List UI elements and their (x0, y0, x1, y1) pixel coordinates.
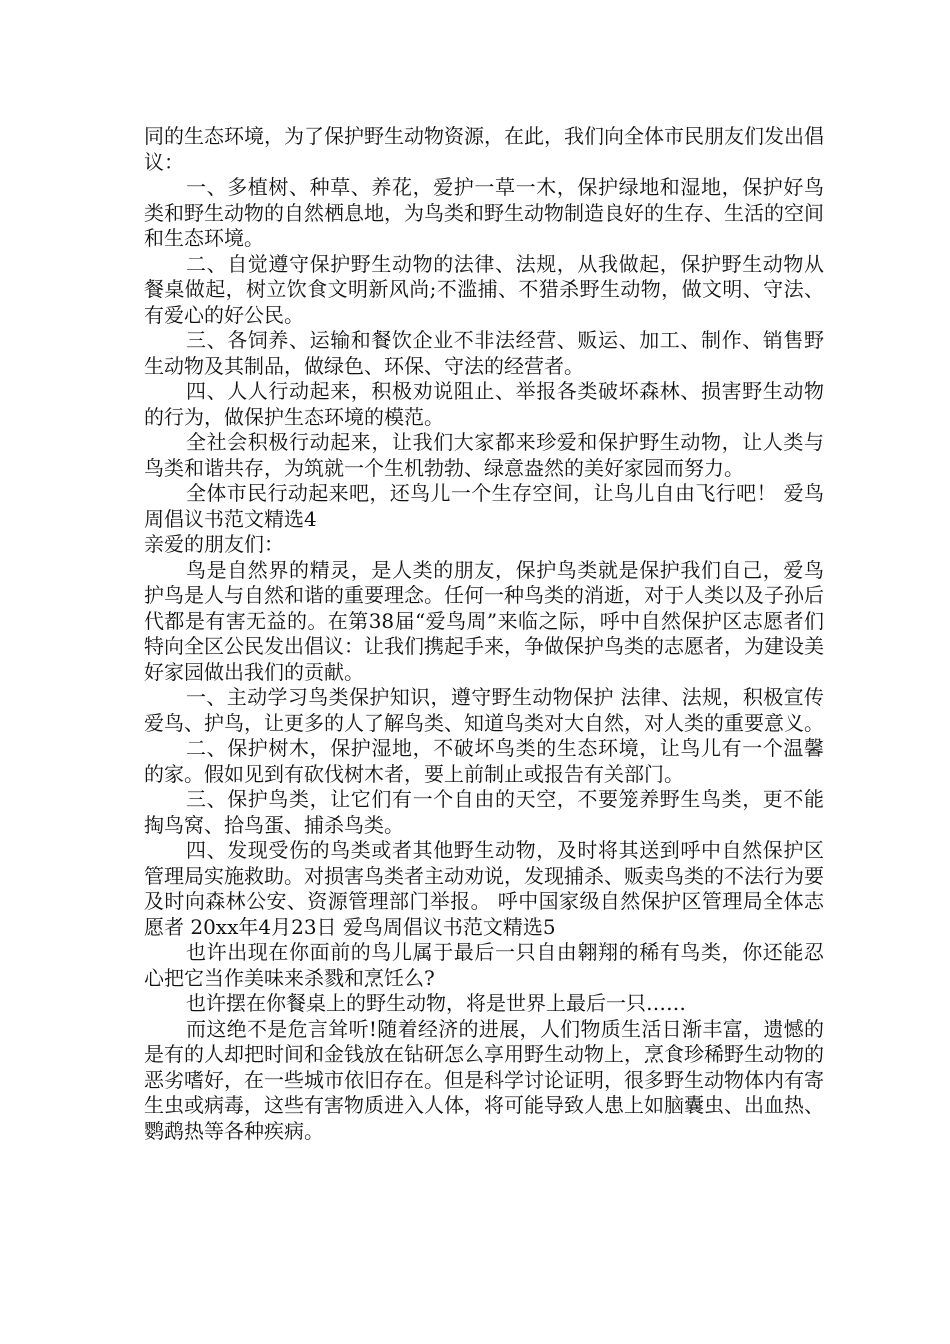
paragraph: 四、人人行动起来，积极劝说阻止、举报各类破坏森林、损害野生动物的行为，做保护生态环境的模范。 (144, 379, 824, 429)
paragraph: 全社会积极行动起来，让我们大家都来珍爱和保护野生动物，让人类与鸟类和谐共存，为筑就一个生机勃勃、绿意盎然的美好家园而努力。 (144, 430, 824, 480)
paragraph: 一、多植树、种草、养花，爱护一草一木，保护绿地和湿地，保护好鸟类和野生动物的自然栖息地，为鸟类和野生动物制造良好的生存、生活的空间和生态环境。 (144, 175, 824, 250)
paragraph: 二、自觉遵守保护野生动物的法律、法规，从我做起，保护野生动物从餐桌做起，树立饮食文明新风尚;不滥捕、不猎杀野生动物，做文明、守法、有爱心的好公民。 (144, 251, 824, 327)
paragraph: 也许出现在你面前的鸟儿属于最后一只自由翱翔的稀有鸟类，你还能忍心把它当作美味来杀戮和烹饪么? (144, 940, 824, 990)
paragraph: 三、保护鸟类，让它们有一个自由的天空，不要笼养野生鸟类，更不能掏鸟窝、拾鸟蛋、捕杀鸟类。 (144, 787, 824, 837)
paragraph: 同的生态环境，为了保护野生动物资源，在此，我们向全体市民朋友们发出倡议： (144, 124, 824, 174)
paragraph: 亲爱的朋友们： (144, 532, 284, 556)
paragraph: 二、保护树木，保护湿地，不破坏鸟类的生态环境，让鸟儿有一个温馨的家。假如见到有砍伐树木者，要上前制止或报告有关部门。 (144, 736, 824, 786)
paragraph: 一、主动学习鸟类保护知识，遵守野生动物保护 法律、法规，积极宣传爱鸟、护鸟，让更多的人了解鸟类、知道鸟类对大自然，对人类的重要意义。 (144, 685, 824, 735)
paragraph: 三、各饲养、运输和餐饮企业不非法经营、贩运、加工、制作、销售野生动物及其制品，做绿色、环保、守法的经营者。 (144, 328, 824, 378)
paragraph: 而这绝不是危言耸听!随着经济的进展，人们物质生活日渐丰富，遗憾的是有的人却把时间和金钱放在钻研怎么享用野生动物上，烹食珍稀野生动物的恶劣嗜好，在一些城市依旧存在。但是科学讨论证明，很多野生动物体内有寄生虫或病毒，这些有害物质进入人体，将可能导致人患上如脑囊虫、出血热、鹦鹉热等各种疾病。 (144, 1016, 824, 1143)
paragraph: 也许摆在你餐桌上的野生动物，将是世界上最后一只…… (186, 991, 686, 1015)
paragraph: 全体市民行动起来吧，还鸟儿一个生存空间，让鸟儿自由飞行吧！ 爱鸟周倡议书范文精选4 (144, 481, 824, 531)
paragraph: 鸟是自然界的精灵，是人类的朋友，保护鸟类就是保护我们自己，爱鸟护鸟是人与自然和谐的重要理念。任何一种鸟类的消逝，对于人类以及子孙后代都是有害无益的。在第38届“爱鸟周”来临之际，呼中自然保护区志愿者们特向全区公民发出倡议：让我们携起手来，争做保护鸟类的志愿者，为建设美好家园做出我们的贡献。 (144, 557, 824, 684)
paragraph: 四、发现受伤的鸟类或者其他野生动物，及时将其送到呼中自然保护区管理局实施救助。对损害鸟类者主动劝说，发现捕杀、贩卖鸟类的不法行为要及时向森林公安、资源管理部门举报。 呼中国家级自然保护区管理局全体志愿者 20xx年4月23日 爱鸟周倡议书范文精选5 (144, 838, 824, 939)
document-body (144, 124, 824, 1144)
